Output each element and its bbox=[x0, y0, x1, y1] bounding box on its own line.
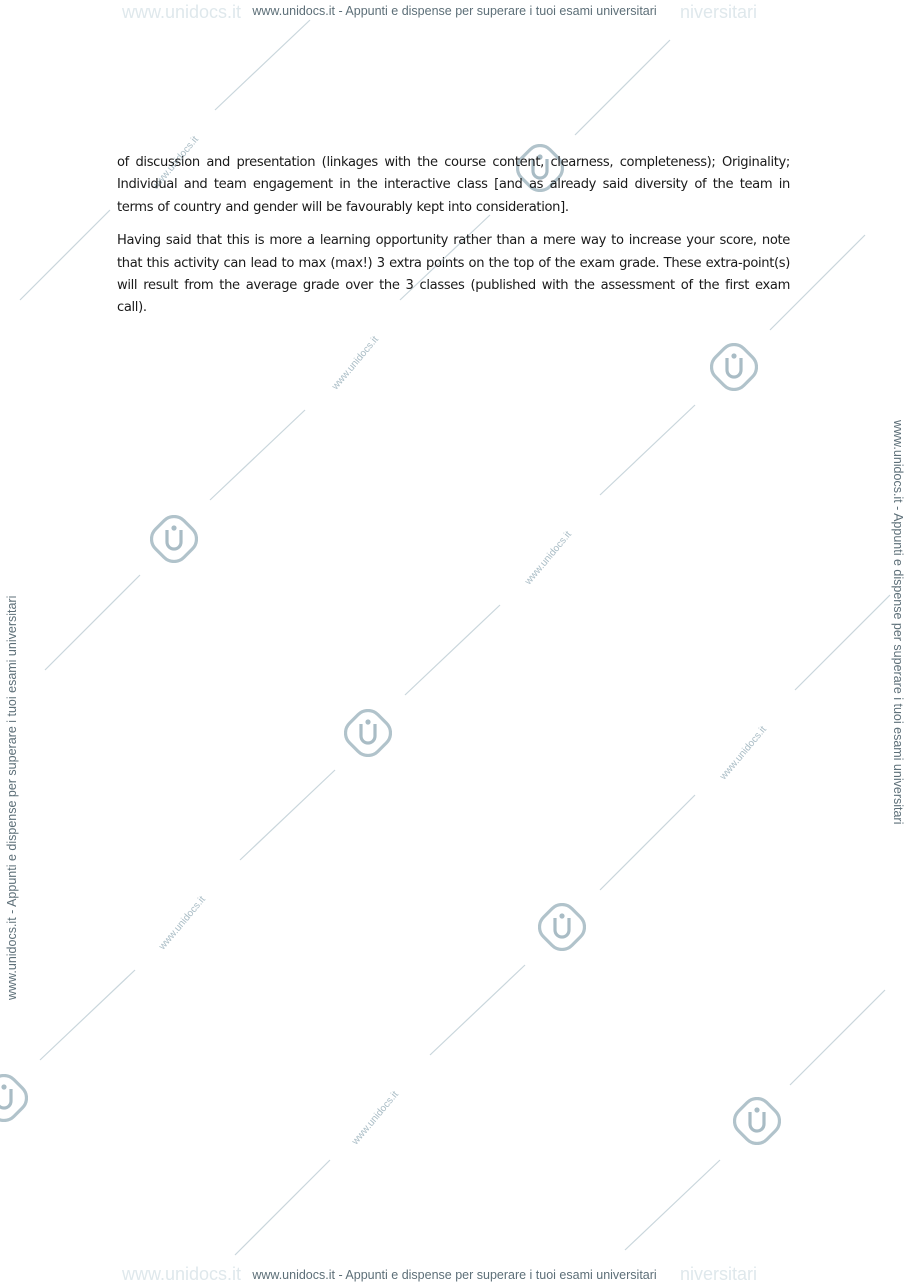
watermark-side-left: www.unidocs.it - Appunti e dispense per superare i tuoi esami universitari bbox=[5, 595, 19, 1000]
paragraph: of discussion and presentation (linkages with the course content, clearness, completeness); Originality; Individual and team engagement in the interactive class [and as already said diversity of the team in terms of country and gender will be favourably kept into consideration]. bbox=[117, 155, 790, 215]
paragraph: Having said that this is more a learning opportunity rather than a mere way to increase your score, note that this activity can lead to max (max!) 3 extra points on the top of the exam grade. These extra-point(s) will result from the average grade over the 3 classes (published with the assessment of the first exam call). bbox=[117, 233, 790, 316]
watermark-diagonal-text: www.unidocs.it bbox=[157, 894, 208, 953]
watermark-diagonal-text: www.unidocs.it bbox=[350, 1089, 401, 1148]
unidocs-logo-icon bbox=[0, 1074, 28, 1122]
unidocs-logo-icon bbox=[538, 903, 586, 951]
watermark-diagonal-text: www.unidocs.it bbox=[330, 334, 381, 393]
watermark-banner-bottom: www.unidocs.it - Appunti e dispense per superare i tuoi esami universitari bbox=[252, 1268, 657, 1282]
unidocs-logo-icon bbox=[733, 1097, 781, 1145]
document-body bbox=[117, 152, 790, 331]
watermark-diagonal-text: www.unidocs.it bbox=[150, 134, 201, 193]
unidocs-logo-icon bbox=[710, 343, 758, 391]
watermark-banner-top: www.unidocs.it - Appunti e dispense per superare i tuoi esami universitari bbox=[252, 4, 657, 18]
watermark-diagonal-text: www.unidocs.it bbox=[523, 529, 574, 588]
watermark-ghost-bottom-tail: niversitari bbox=[680, 1264, 758, 1284]
unidocs-logo-icon bbox=[150, 515, 198, 563]
watermark-diagonal-text: www.unidocs.it bbox=[718, 724, 769, 783]
watermark-ghost-top: www.unidocs.it bbox=[122, 2, 242, 22]
watermark-ghost-bottom: www.unidocs.it bbox=[122, 1264, 242, 1284]
watermark-side-right: www.unidocs.it - Appunti e dispense per superare i tuoi esami universitari bbox=[891, 420, 905, 825]
unidocs-logo-icon bbox=[344, 709, 392, 757]
watermark-ghost-top-tail: niversitari bbox=[680, 2, 758, 22]
